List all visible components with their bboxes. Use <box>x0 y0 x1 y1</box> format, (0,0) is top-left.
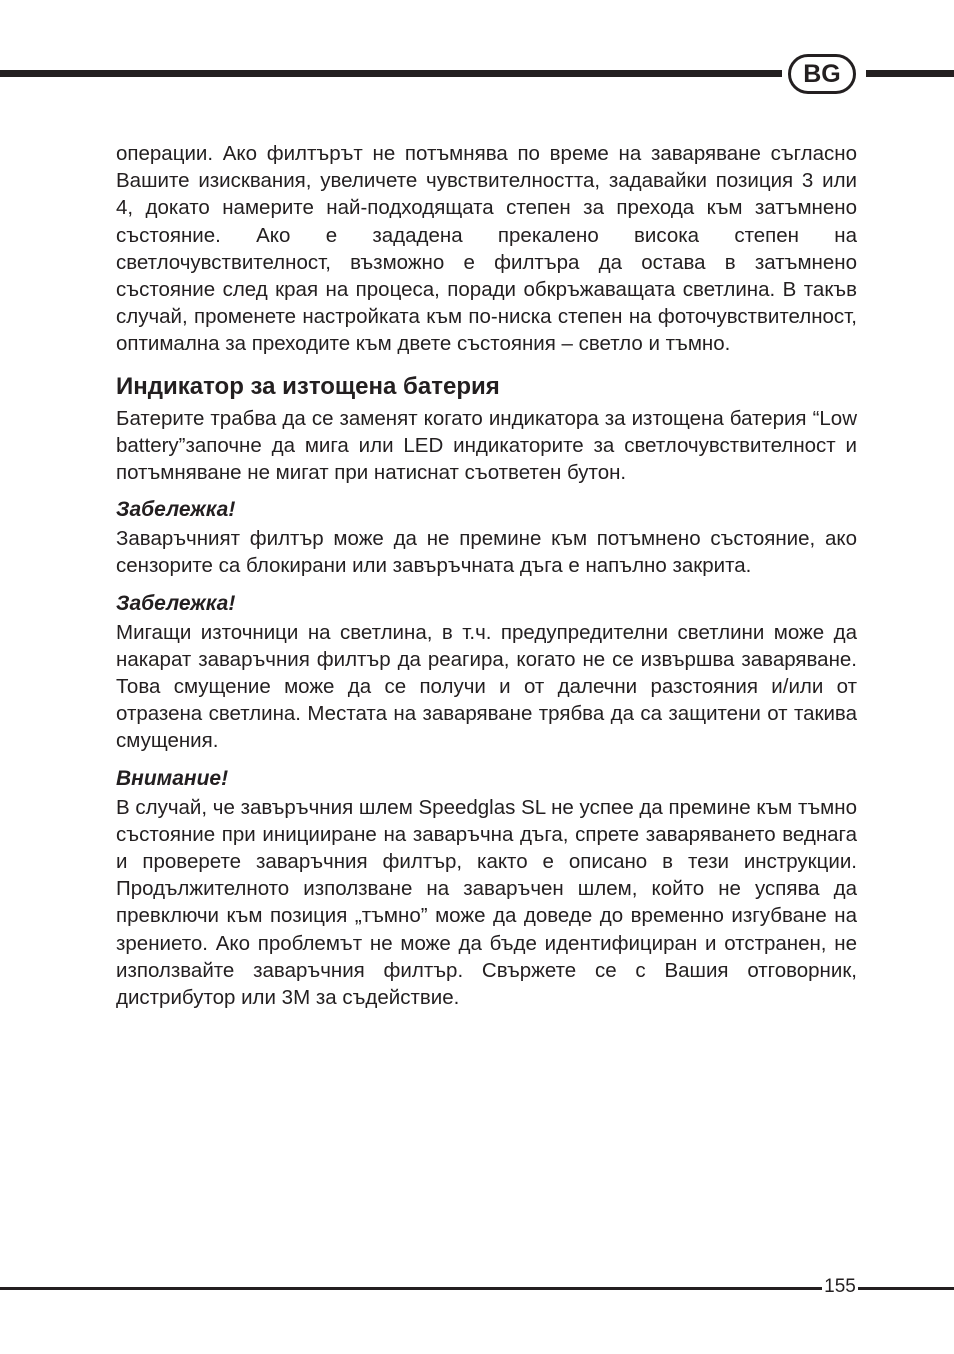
battery-heading: Индикатор за изтощена батерия <box>116 372 500 400</box>
note1-heading: Забележка! <box>116 498 236 522</box>
header-rule-left <box>0 70 782 77</box>
intro-paragraph: операции. Ако филтърът не потъмнява по време на заваряване съгласно Вашите изисквания, увеличете чувствителността, задавайки позиция 3 или 4, докато намерите най-подходящата степен за прехода към затъмнено състояние. Ако е зададена прекалено висока степен на светлочувствителност, възможно е филтъра да остава в затъмнено състояние след края на процеса, поради обкръжаващата светлина. В такъв случай, променете настройката към по-ниска степен на фоточувствителност, оптимална за преходите към двете състояния – светло и тъмно. <box>116 142 857 356</box>
footer-rule-left <box>0 1287 822 1290</box>
warning-paragraph: В случай, че завъръчния шлем Speedglas SL не успее да премине към тъмно състояние при иницииране на заваръчна дъга, спрете заваряването веднага и проверете заваръчния филтър, както е описано в тези инструкции. Продължителното използване на заваръчен шлем, който не успява да превключи към позиция „тъмно” може да доведе до временно изгубване на зрението. Ако проблемът не може да бъде идентифициран и отстранен, не използвайте заваръчния филтър. Свържете се с Вашия отговорник, дистрибутор или 3M за съдействие. <box>116 795 857 1010</box>
footer-rule-right <box>858 1287 954 1290</box>
note2-paragraph: Мигащи източници на светлина, в т.ч. предупредителни светлини може да накарат заваръчния филтър да реагира, когато не се извършва заваряване. Това смущение може да се получи и от далечни разстояния и/или от отразена светлина. Местата на заваряване трябва да са защитени от такива смущения. <box>116 620 857 753</box>
note1-paragraph: Заваръчният филтър може да не премине към потъмнено състояние, ако сензорите са блокирани или завъръчната дъга е напълно закрита. <box>116 527 857 578</box>
warning-heading: Внимание! <box>116 766 229 790</box>
battery-paragraph: Батерите трабва да се заменят когато индикатора за изтощена батерия “Low battery”започне да мига или LED индикаторите за светлочувствителност и потъмняване не мигат при натиснат съответен бутон. <box>116 406 857 485</box>
language-badge: BG <box>788 54 856 94</box>
page-number: 155 <box>824 1276 856 1297</box>
note2-heading: Забележка! <box>116 591 236 615</box>
header-rule-right <box>866 70 954 77</box>
page-content <box>116 140 857 1011</box>
